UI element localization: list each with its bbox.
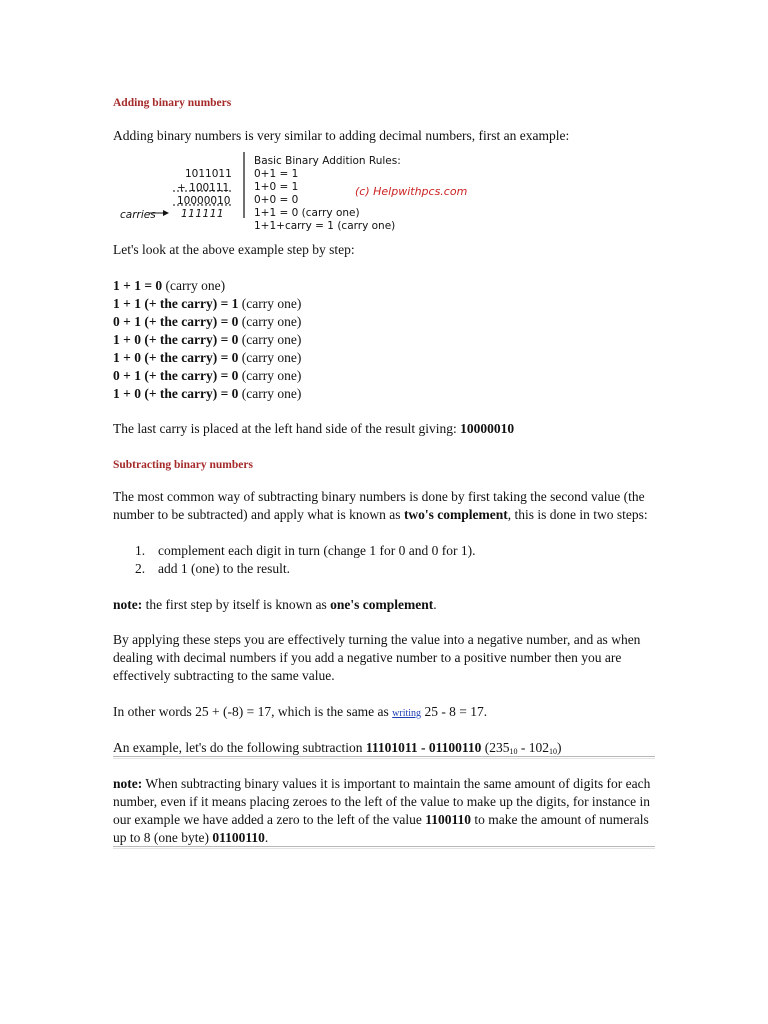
- note-ones-complement: note: the first step by itself is known as one's complement.: [113, 597, 437, 612]
- rules-title: Basic Binary Addition Rules:: [254, 155, 401, 167]
- subtraction-example-paragraph: An example, let's do the following subtraction 11101011 - 01100110 $(235_{10} - 102_{10})$: [113, 740, 562, 756]
- section-heading-adding: Adding binary numbers: [113, 97, 232, 109]
- note-digits-paragraph: note: When subtracting binary values it is important to maintain the same amount of digits for each number, even if it means placing zeroes to the left of the value to make up the digits, for instance in our example we have added a zero to the left of the value 1100110 to make the amount of numerals up to 8 (one byte) 01100110.: [113, 776, 651, 845]
- list-item: 1. complement each digit in turn (change 1 for 0 and 0 for 1).: [135, 543, 476, 558]
- step-intro-paragraph: Let's look at the above example step by step:: [113, 242, 355, 257]
- twos-complement-paragraph: The most common way of subtracting binary numbers is done by first taking the second value (the number to be subtracted) and apply what is known as two's complement, this is done in two steps:: [113, 489, 648, 522]
- figure-credit: (c) Helpwithpcs.com: [355, 185, 468, 198]
- carries-arrow-icon: [163, 210, 169, 216]
- rule-item: 1+1+carry = 1 (carry one): [254, 220, 396, 232]
- addition-final-result: 10000010: [460, 421, 515, 436]
- step-line: 1 + 1 (+ the carry) = 1 (carry one): [113, 296, 302, 311]
- carries-value: 111111: [181, 208, 225, 220]
- carries-label: carries: [120, 209, 156, 221]
- rule-item: 1+1 = 0 (carry one): [254, 207, 360, 219]
- step-line: 1 + 0 (+ the carry) = 0 (carry one): [113, 350, 302, 365]
- operand-2: + 100111: [177, 182, 230, 194]
- step-line: 1 + 0 (+ the carry) = 0 (carry one): [113, 386, 302, 401]
- operand-1: 1011011: [185, 168, 232, 180]
- other-words-paragraph: In other words 25 + (-8) = 17, which is the same as writing 25 - 8 = 17.: [113, 704, 488, 719]
- last-carry-paragraph: The last carry is placed at the left hand side of the result giving: 10000010: [113, 421, 515, 436]
- addition-result: 10000010: [177, 195, 231, 207]
- step-line: 1 + 1 = 0 (carry one): [113, 278, 226, 293]
- adding-intro-paragraph: Adding binary numbers is very similar to adding decimal numbers, first an example:: [113, 128, 570, 143]
- rule-item: 0+1 = 1: [254, 168, 299, 180]
- complement-steps-list: [113, 542, 476, 578]
- negative-number-paragraph: By applying these steps you are effectively turning the value into a negative number, and as when dealing with decimal numbers if you add a negative number to a positive number then you are effectively subtracting to the same value.: [113, 632, 641, 683]
- horizontal-rule: [113, 756, 655, 759]
- writing-link[interactable]: writing: [392, 708, 422, 719]
- horizontal-rule: [113, 846, 655, 849]
- section-heading-subtracting: Subtracting binary numbers: [113, 459, 253, 471]
- rule-item: 0+0 = 0: [254, 194, 299, 206]
- step-line: 0 + 1 (+ the carry) = 0 (carry one): [113, 368, 302, 383]
- step-line: 1 + 0 (+ the carry) = 0 (carry one): [113, 332, 302, 347]
- step-line: 0 + 1 (+ the carry) = 0 (carry one): [113, 314, 302, 329]
- rule-item: 1+0 = 1: [254, 181, 299, 193]
- steps-list: [113, 277, 658, 403]
- list-item: 2. add 1 (one) to the result.: [135, 561, 290, 576]
- binary-addition-figure: [113, 150, 513, 235]
